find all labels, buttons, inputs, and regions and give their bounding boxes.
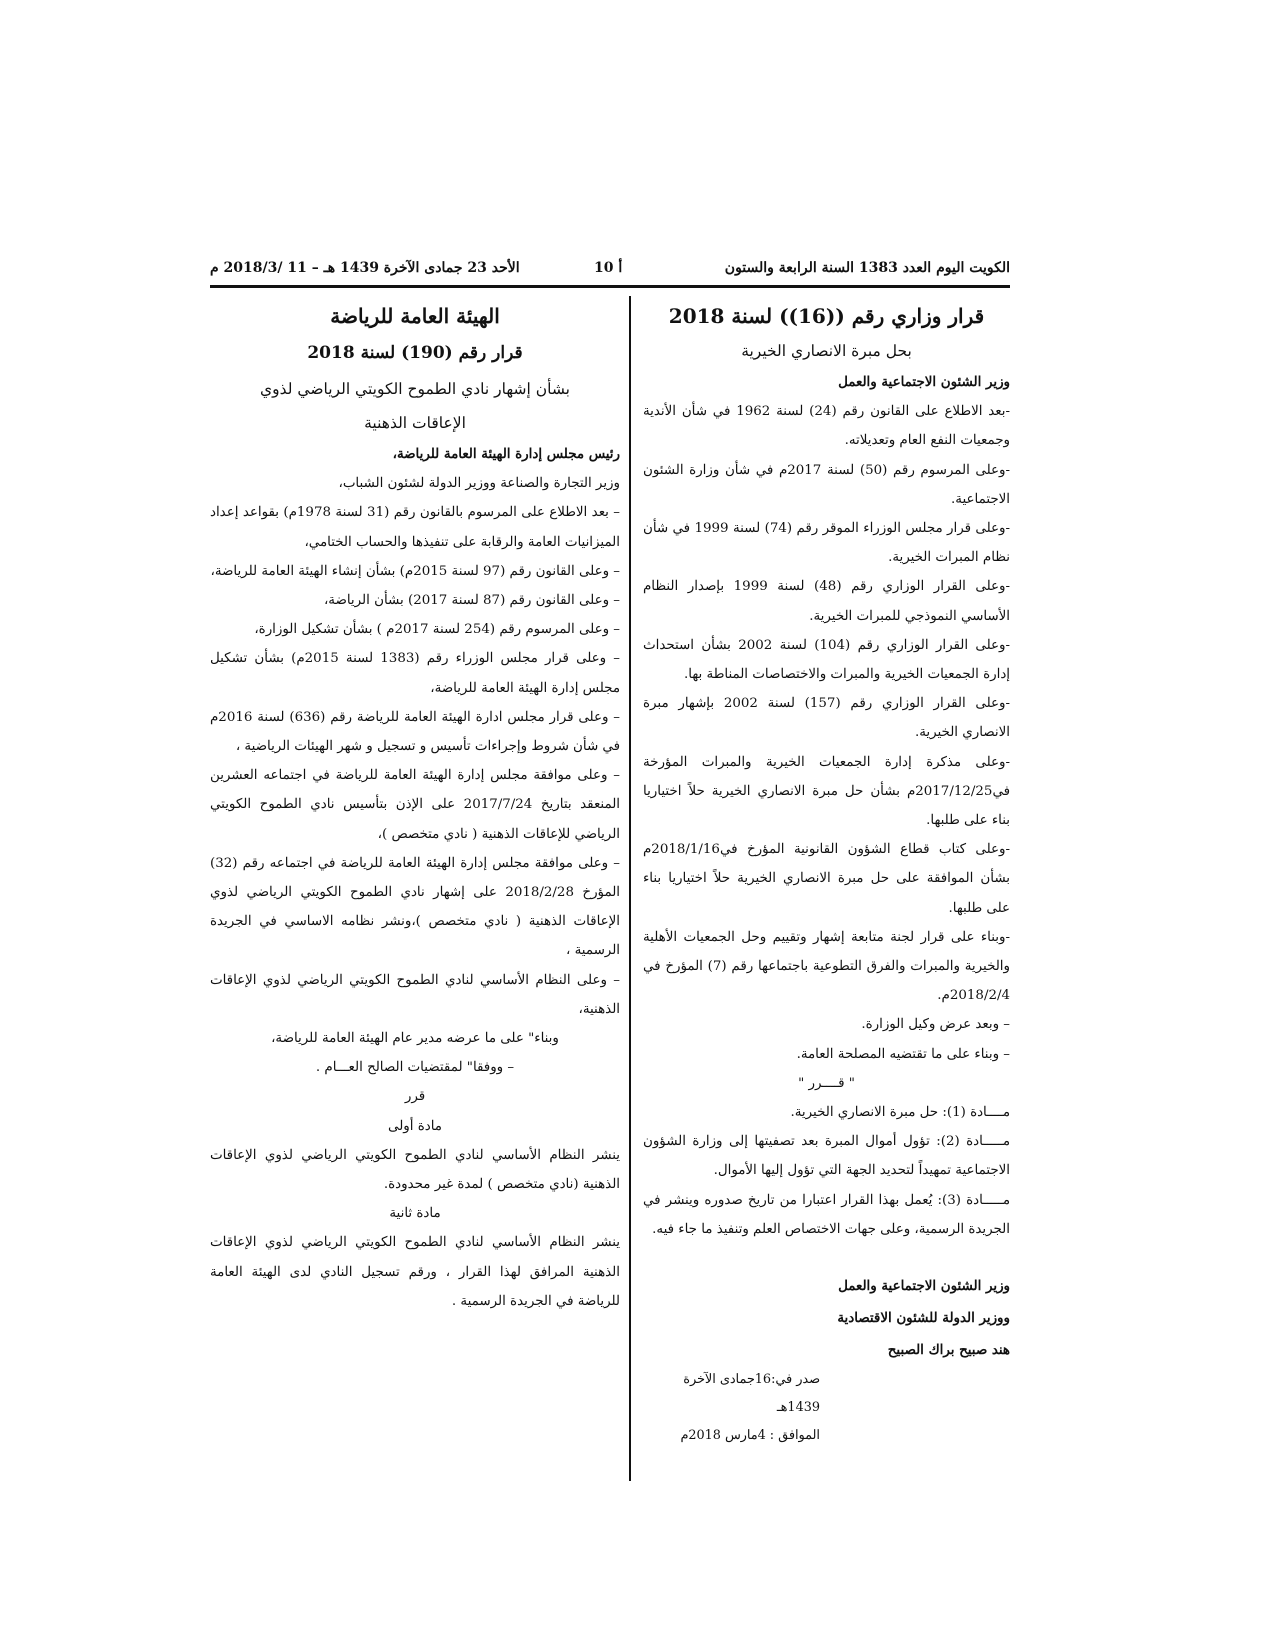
preamble-paragraph: -وعلى القرار الوزاري رقم (48) لسنة 1999 بإصدار النظام الأساسي النموذجي للمبرات الخيرية. [643,579,1011,624]
article-paragraph: مــــادة (1): حل مبرة الانصاري الخيرية. [790,1105,1010,1121]
header-rule [210,285,1010,288]
preamble-paragraph: – وعلى قرار مجلس ادارة الهيئة العامة للرياضة رقم (636) لسنة 2016م في شأن شروط وإجراءات تأسيس و تسجيل و شهر الهيئات الرياضية ، [210,709,620,755]
header-issue-info: الكويت اليوم العدد 1383 السنة الرابعة والستون [724,260,1010,276]
authority-heading: الهيئة العامة للرياضة [330,304,500,328]
right-column [643,298,1010,1450]
preamble-paragraph: -وعلى القرار الوزاري رقم (104) لسنة 2002 بشأن استحداث إدارة الجمعيات الخيرية والمبرات والاختصاصات المناطة بها. [643,637,1010,683]
page-header [210,260,1010,284]
issuer-line: وزير الشئون الاجتماعية والعمل [838,374,1010,390]
preamble-paragraph: -وعلى قرار مجلس الوزراء الموقر رقم (74) لسنة 1999 في شأن نظام المبرات الخيرية. [643,521,1010,566]
preamble-paragraph: – وعلى القانون رقم (97 لسنة 2015م) بشأن إنشاء الهيئة العامة للرياضة، [210,563,620,579]
decree-subtitle: الإعاقات الذهنية [364,414,466,432]
preamble-paragraph: -وبناء على قرار لجنة متابعة إشهار وتقييم وحل الجمعيات الأهلية والخيرية والمبرات والفرق التطوعية باجتماعها رقم (7) المؤرخ في 2018/2/4م. [643,929,1010,1004]
article-paragraph: ينشر النظام الأساسي لنادي الطموح الكويتي الرياضي لذوي الإعاقات الذهنية المرافق لهذا القرار ، ورقم تسجيل النادي لدى الهيئة العامة للرياضة في الجريدة الرسمية . [210,1235,620,1309]
preamble-paragraph: – وبناء على ما تقتضيه المصلحة العامة. [796,1046,1010,1062]
preamble-paragraph: -وعلى القرار الوزاري رقم (157) لسنة 2002 بإشهار مبرة الانصاري الخيرية. [643,696,1010,741]
preamble-paragraph: – وعلى النظام الأساسي لنادي الطموح الكويتي الرياضي لذوي الإعاقات الذهنية، [210,972,620,1017]
decree-title: قرار رقم (190) لسنة 2018 [307,343,523,363]
decree-subtitle: بحل مبرة الانصاري الخيرية [741,342,912,360]
preamble-paragraph: -وعلى المرسوم رقم (50) لسنة 2017م في شأن وزارة الشئون الاجتماعية. [643,462,1011,507]
signature-line: وزير الشئون الاجتماعية والعمل [838,1278,1010,1295]
signature-name: هند صبيح براك الصبيح [887,1342,1010,1359]
article-paragraph: مـــــادة (3): يُعمل بهذا القرار اعتبارا من تاريخ صدوره وينشر في الجريدة الرسمية، وعلى جهات الاختصاص العلم وتنفيذ ما جاء فيه. [643,1192,1010,1237]
left-column [210,298,620,1316]
decree-word: قرر [404,1089,426,1105]
issuer-line: وزير التجارة والصناعة ووزير الدولة لشئون الشباب، [338,476,620,492]
preamble-paragraph: – بعد الاطلاع على المرسوم بالقانون رقم (31 لسنة 1978م) بقواعد إعداد الميزانيات العامة والرقابة على تنفيذها والحساب الختامي، [210,505,620,550]
article-paragraph: مـــــادة (2): تؤول أموال المبرة بعد تصفيتها إلى وزارة الشؤون الاجتماعية تمهيداً لتحديد الجهة التي تؤول إليها الأموال. [643,1134,1010,1179]
issue-date-block [643,1366,1010,1450]
preamble-paragraph: – وعلى القانون رقم (87 لسنة 2017) بشأن الرياضة، [323,593,620,609]
preamble-paragraph: -وعلى كتاب قطاع الشؤون القانونية المؤرخ في2018/1/16م بشأن الموافقة على حل مبرة الانصاري الخيرية حلاً اختياريا بناء على طلبها. [643,842,1010,916]
article-paragraph: ينشر النظام الأساسي لنادي الطموح الكويتي الرياضي لذوي الإعاقات الذهنية (نادي متخصص ) لمدة غير محدودة. [210,1147,620,1193]
decree-title: قرار وزاري رقم ((16)) لسنة 2018 [668,304,985,328]
preamble-paragraph: – وعلى قرار مجلس الوزراء رقم (1383 لسنة 2015م) بشأن تشكيل مجلس إدارة الهيئة العامة للرياضة، [210,651,620,696]
preamble-paragraph: – وعلى موافقة مجلس إدارة الهيئة العامة للرياضة في اجتماعه رقم (32) المؤرخ 2018/2/28 على إشهار نادي الطموح الكويتي الرياضي لذوي الإعاقات الذهنية ( نادي متخصص )،ونشر نظامه الاساسي في الجريدة الرسمية ، [210,855,620,959]
preamble-paragraph: -بعد الاطلاع على القانون رقم (24) لسنة 1962 في شأن الأندية وجمعيات النفع العام وتعديلاته. [643,404,1011,449]
header-page-number: أ 10 [594,260,623,276]
corresponding-date: الموافق : 4مارس 2018م [680,1428,820,1444]
preamble-paragraph: – وعلى موافقة مجلس إدارة الهيئة العامة للرياضة في اجتماعه العشرين المنعقد بتاريخ 2017/7/24 على الإذن بتأسيس نادي الطموح الكويتي الرياضي للإعاقات الذهنية ( نادي متخصص )، [210,768,620,842]
issuer-line: رئيس مجلس إدارة الهيئة العامة للرياضة، [392,446,620,462]
decree-subtitle: بشأن إشهار نادي الطموح الكويتي الرياضي لذوي [260,380,570,398]
preamble-paragraph: – ووفقا" لمقتضيات الصالح العـــام . [315,1060,515,1076]
header-date: الأحد 23 جمادى الآخرة 1439 هـ – 11 /2018/3 م [210,260,520,276]
signature-line: ووزير الدولة للشئون الاقتصادية [837,1310,1010,1327]
preamble-paragraph: وبناء" على ما عرضه مدير عام الهيئة العامة للرياضة، [271,1031,559,1047]
issued-date: صدر في:16جمادى الآخرة 1439هـ [683,1372,820,1416]
preamble-paragraph: -وعلى مذكرة إدارة الجمعيات الخيرية والمبرات المؤرخة في2017/12/25م بشأن حل مبرة الانصاري الخيرية حلاً اختياريا بناء على طلبها. [643,754,1010,829]
article-title: مادة أولى [388,1118,442,1134]
preamble-paragraph: – وبعد عرض وكيل الوزارة. [861,1017,1010,1033]
signature-block [643,1270,1010,1366]
preamble-paragraph: – وعلى المرسوم رقم (254 لسنة 2017م ) بشأن تشكيل الوزارة، [254,622,620,638]
article-title: مادة ثانية [389,1206,441,1222]
decree-word: " قــــرر " [798,1075,855,1091]
column-divider [629,296,631,1481]
